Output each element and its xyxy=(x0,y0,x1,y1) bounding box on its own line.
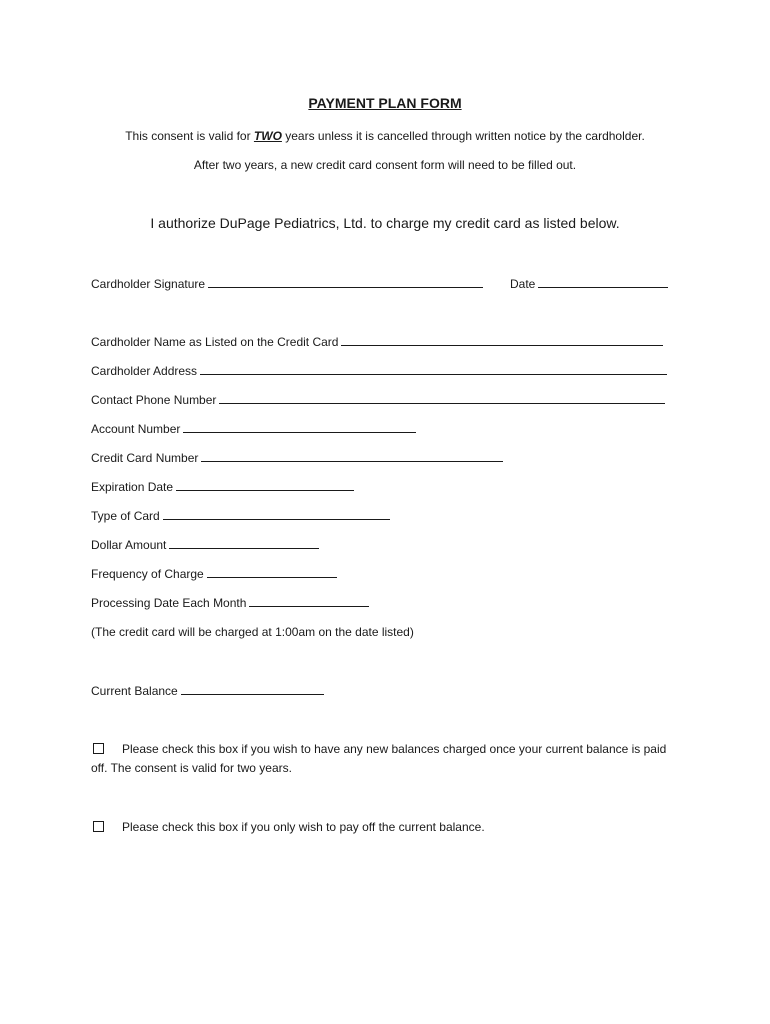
frequency-field xyxy=(91,566,337,581)
expiration-date-field xyxy=(91,479,354,494)
credit-card-number-label: Credit Card Number xyxy=(91,451,199,465)
expiration-date-label: Expiration Date xyxy=(91,480,174,494)
signature-line[interactable] xyxy=(208,276,483,288)
credit-card-number-field xyxy=(91,450,503,465)
account-number-label: Account Number xyxy=(91,422,181,436)
consent-line-2: After two years, a new credit card consent form will need to be filled out. xyxy=(193,158,577,172)
processing-date-label: Processing Date Each Month xyxy=(91,596,247,610)
cardholder-address-label: Cardholder Address xyxy=(91,364,198,378)
card-type-field xyxy=(91,508,390,523)
contact-phone-line[interactable] xyxy=(219,392,665,404)
account-number-field xyxy=(91,421,416,436)
frequency-label: Frequency of Charge xyxy=(91,567,204,581)
cardholder-address-line[interactable] xyxy=(200,363,667,375)
current-only-checkbox[interactable] xyxy=(93,821,104,832)
contact-phone-label: Contact Phone Number xyxy=(91,393,217,407)
consent-emphasis-two: TWO xyxy=(253,129,282,143)
cardholder-name-line[interactable] xyxy=(341,334,663,346)
current-balance-field xyxy=(91,683,324,698)
dollar-amount-line[interactable] xyxy=(169,537,319,549)
signature-field xyxy=(91,276,483,291)
current-only-text: Please check this box if you only wish to pay off the current balance. xyxy=(122,820,485,834)
new-balances-option xyxy=(91,740,681,778)
contact-phone-field xyxy=(91,392,665,407)
cardholder-name-label: Cardholder Name as Listed on the Credit Card xyxy=(91,335,339,349)
processing-date-field xyxy=(91,595,369,610)
dollar-amount-field xyxy=(91,537,319,552)
current-balance-label: Current Balance xyxy=(91,684,178,698)
signature-label: Cardholder Signature xyxy=(91,277,206,291)
account-number-line[interactable] xyxy=(183,421,416,433)
card-type-label: Type of Card xyxy=(91,509,160,523)
new-balances-checkbox[interactable] xyxy=(93,743,104,754)
consent-line-1-end: years unless it is cancelled through written notice by the cardholder. xyxy=(281,129,645,143)
frequency-line[interactable] xyxy=(207,566,337,578)
consent-line-1 xyxy=(0,129,770,143)
date-field xyxy=(510,276,668,291)
processing-date-line[interactable] xyxy=(249,595,369,607)
new-balances-text: Please check this box if you wish to have any new balances charged once your current balance is paid off. The consent is valid for two years. xyxy=(91,742,667,775)
cardholder-address-field xyxy=(91,363,667,378)
expiration-date-line[interactable] xyxy=(176,479,354,491)
authorization-statement: I authorize DuPage Pediatrics, Ltd. to charge my credit card as listed below. xyxy=(150,215,620,231)
card-type-line[interactable] xyxy=(163,508,390,520)
credit-card-number-line[interactable] xyxy=(201,450,503,462)
consent-line-1-start: This consent is valid for xyxy=(125,129,254,143)
cardholder-name-field xyxy=(91,334,663,349)
dollar-amount-label: Dollar Amount xyxy=(91,538,167,552)
current-only-option xyxy=(91,818,681,837)
current-balance-line[interactable] xyxy=(181,683,324,695)
date-line[interactable] xyxy=(538,276,668,288)
form-title: PAYMENT PLAN FORM xyxy=(308,95,462,111)
processing-note: (The credit card will be charged at 1:00am on the date listed) xyxy=(91,625,414,639)
date-label: Date xyxy=(510,277,536,291)
